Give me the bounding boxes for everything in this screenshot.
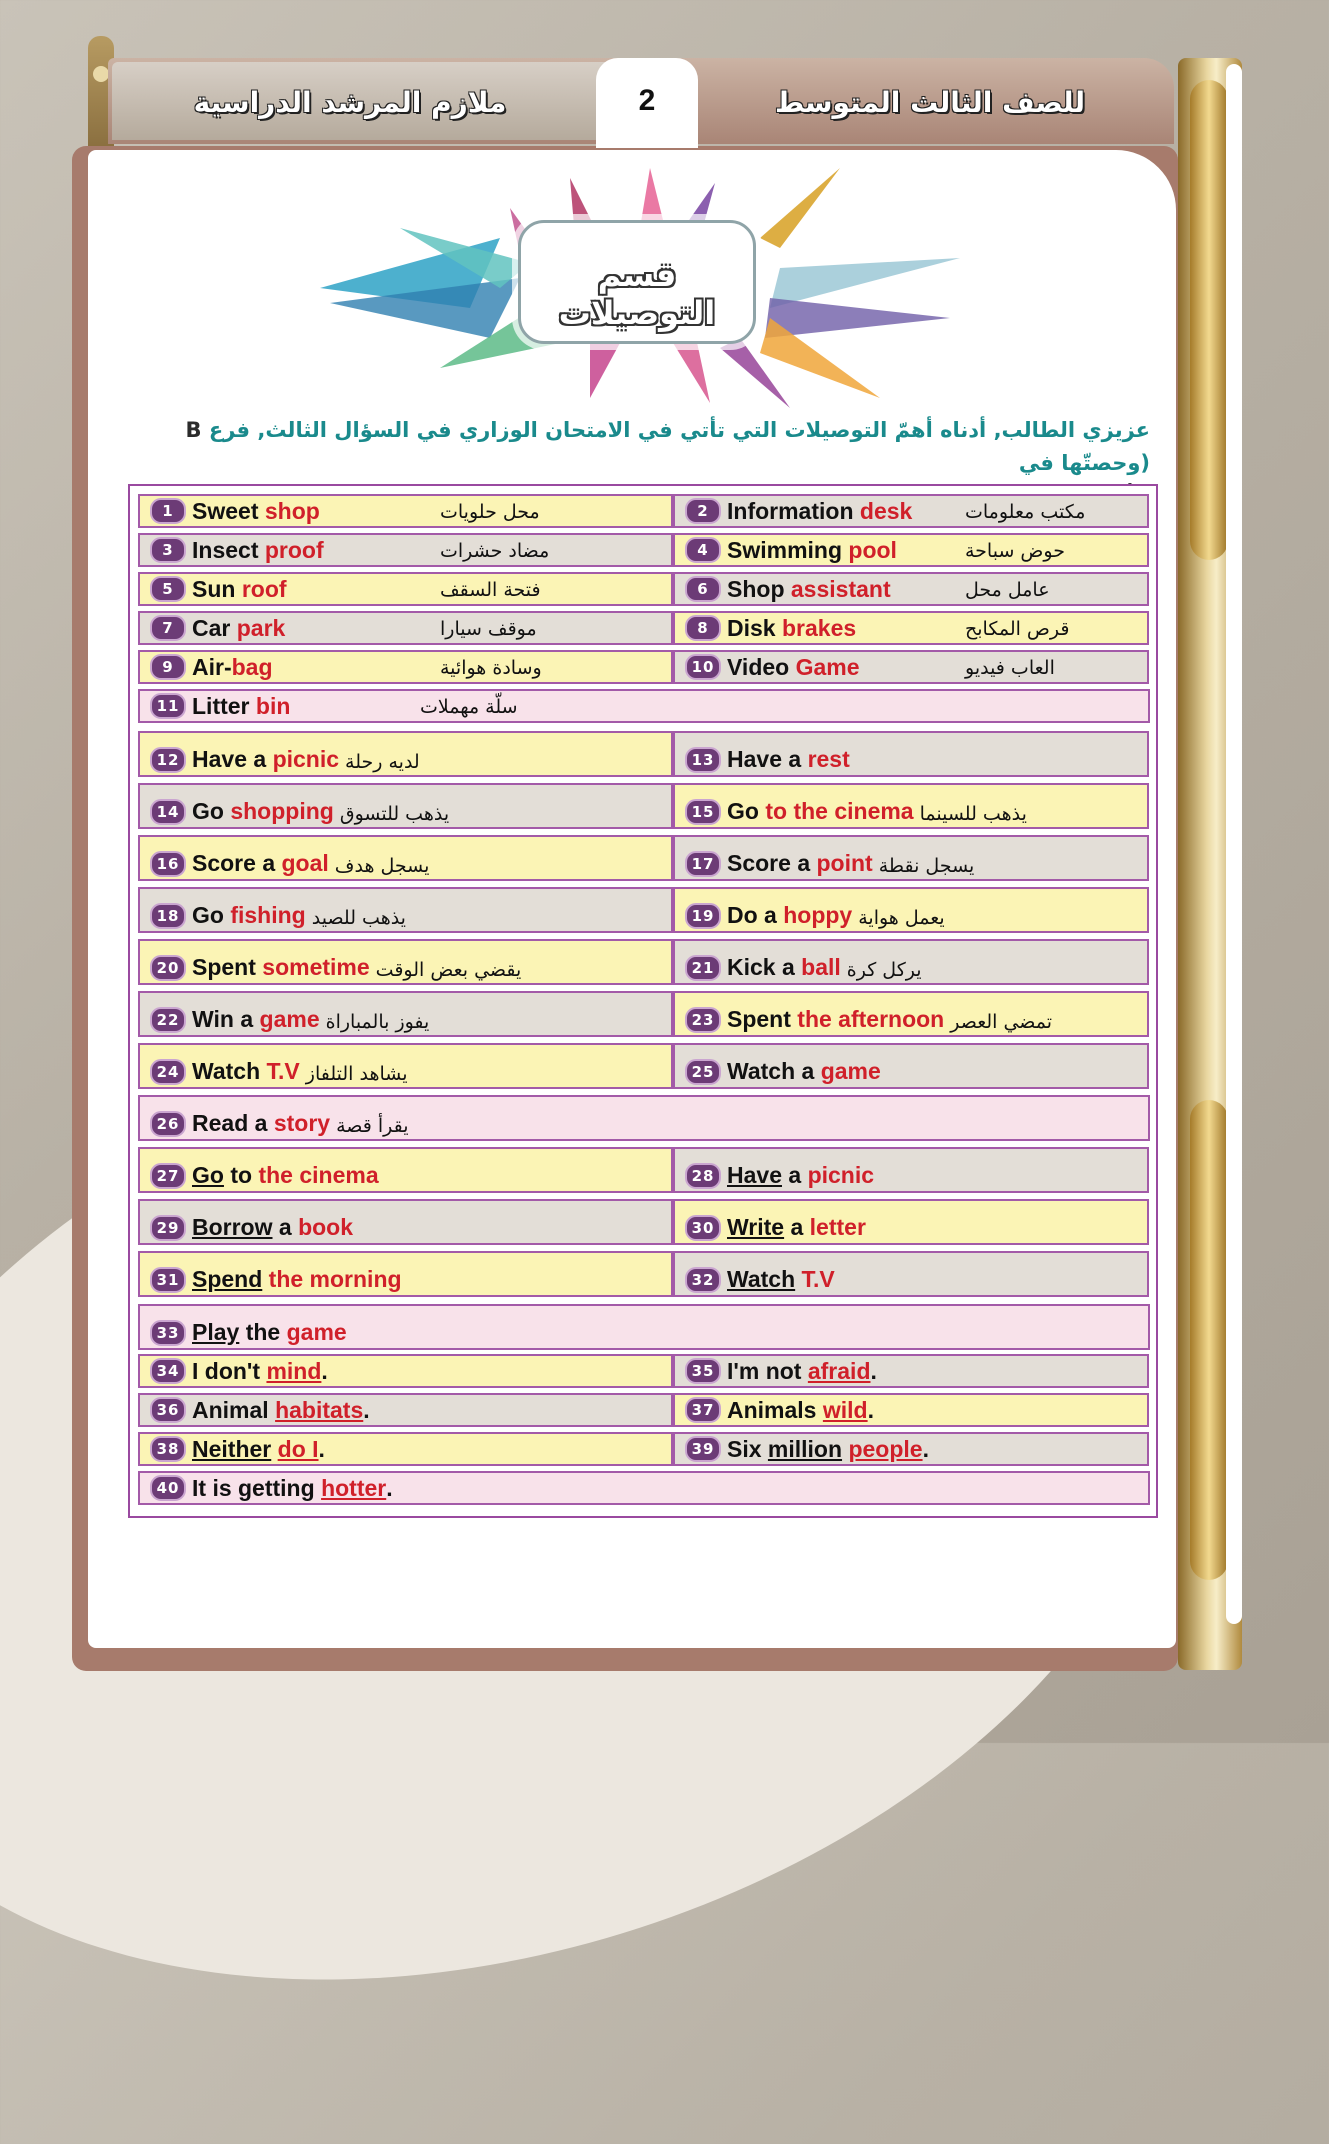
item-arabic-meaning: تمضي العصر bbox=[950, 1011, 1053, 1033]
item-arabic-meaning: مكتب معلومات bbox=[965, 501, 1086, 523]
item-keyword: the morning bbox=[268, 1266, 402, 1292]
matching-item-16 bbox=[138, 835, 673, 881]
matching-item-6 bbox=[673, 572, 1149, 606]
item-text: to bbox=[223, 1162, 259, 1188]
matching-item-3 bbox=[138, 533, 673, 567]
item-keyword: hotter bbox=[321, 1474, 387, 1501]
item-keyword: hoppy bbox=[783, 902, 853, 928]
matching-item-36 bbox=[138, 1393, 673, 1427]
matching-item-33 bbox=[138, 1304, 1150, 1350]
item-text: Have a bbox=[192, 746, 273, 772]
matching-item-32 bbox=[673, 1251, 1149, 1297]
matching-item-37 bbox=[673, 1393, 1149, 1427]
item-text: Spent bbox=[192, 954, 263, 980]
item-text: Do a bbox=[727, 902, 784, 928]
item-text: Watch bbox=[192, 1058, 267, 1084]
item-keyword: shop bbox=[264, 497, 320, 524]
item-number-badge: 28 bbox=[685, 1163, 721, 1189]
matching-item-8 bbox=[673, 611, 1149, 645]
matching-item-7 bbox=[138, 611, 673, 645]
item-arabic-meaning: يقضي بعض الوقت bbox=[375, 959, 522, 981]
item-number-badge: 4 bbox=[685, 537, 721, 563]
item-keyword: bin bbox=[255, 692, 291, 719]
item-number-badge: 35 bbox=[685, 1358, 721, 1384]
item-text: It is getting bbox=[192, 1474, 322, 1501]
item-number-badge: 10 bbox=[685, 654, 721, 680]
matching-item-25 bbox=[673, 1043, 1149, 1089]
matching-item-17 bbox=[673, 835, 1149, 881]
item-text: a bbox=[784, 1214, 810, 1240]
item-arabic-meaning: يفوز بالمباراة bbox=[325, 1011, 430, 1033]
item-number-badge: 2 bbox=[685, 498, 721, 524]
matching-item-30 bbox=[673, 1199, 1149, 1245]
item-number-badge: 11 bbox=[150, 693, 186, 719]
item-keyword: rest bbox=[807, 746, 850, 772]
item-keyword: game bbox=[286, 1319, 347, 1345]
item-number-badge: 33 bbox=[150, 1320, 186, 1346]
item-text: Information bbox=[727, 497, 860, 524]
matching-item-35 bbox=[673, 1354, 1149, 1388]
intro-line-1b: (وحصتّها في bbox=[1018, 451, 1150, 475]
item-keyword: book bbox=[298, 1214, 354, 1240]
item-text: Have a bbox=[727, 746, 808, 772]
item-keyword: afraid bbox=[807, 1357, 871, 1384]
matching-item-18 bbox=[138, 887, 673, 933]
item-text: Animals bbox=[727, 1396, 823, 1423]
matching-item-26 bbox=[138, 1095, 1150, 1141]
item-keyword: picnic bbox=[807, 1162, 875, 1188]
item-text: Sun bbox=[192, 575, 242, 602]
item-keyword: bag bbox=[231, 653, 273, 680]
matching-item-12 bbox=[138, 731, 673, 777]
item-text: Score a bbox=[727, 850, 817, 876]
item-text: Win a bbox=[192, 1006, 260, 1032]
item-number-badge: 22 bbox=[150, 1007, 186, 1033]
item-arabic-meaning: يذهب للسينما bbox=[919, 803, 1027, 825]
item-number-badge: 38 bbox=[150, 1436, 186, 1462]
item-punctuation: . bbox=[867, 1396, 874, 1423]
item-number-badge: 32 bbox=[685, 1267, 721, 1293]
item-text: Swimming bbox=[727, 536, 849, 563]
item-keyword: to the cinema bbox=[765, 798, 914, 824]
item-number-badge: 20 bbox=[150, 955, 186, 981]
item-number-badge: 5 bbox=[150, 576, 186, 602]
item-keyword: desk bbox=[859, 497, 913, 524]
item-number-badge: 7 bbox=[150, 615, 186, 641]
item-number-badge: 3 bbox=[150, 537, 186, 563]
intro-line-1: عزيزي الطالب, أدناه أهمّ التوصيلات التي تأتي في الامتحان الوزاري في السؤال الثالث, فرع bbox=[208, 418, 1150, 442]
item-keyword: people bbox=[848, 1435, 923, 1462]
gold-tab-bottom bbox=[1190, 1100, 1228, 1580]
matching-item-10 bbox=[673, 650, 1149, 684]
matching-item-40 bbox=[138, 1471, 1150, 1505]
item-number-badge: 1 bbox=[150, 498, 186, 524]
item-keyword: pool bbox=[848, 536, 897, 563]
matching-item-23 bbox=[673, 991, 1149, 1037]
item-arabic-meaning: عامل محل bbox=[965, 579, 1050, 601]
item-arabic-meaning: يذهب للتسوق bbox=[339, 803, 450, 825]
item-number-badge: 26 bbox=[150, 1111, 186, 1137]
item-keyword: Game bbox=[795, 653, 860, 680]
matching-item-1 bbox=[138, 494, 673, 528]
matching-item-29 bbox=[138, 1199, 673, 1245]
item-text: Litter bbox=[192, 692, 256, 719]
item-keyword: assistant bbox=[790, 575, 891, 602]
item-text: Disk bbox=[727, 614, 782, 641]
item-verb: Watch bbox=[727, 1266, 796, 1292]
item-keyword: story bbox=[273, 1110, 331, 1136]
item-number-badge: 37 bbox=[685, 1397, 721, 1423]
item-punctuation: . bbox=[922, 1435, 929, 1462]
item-text: a bbox=[272, 1214, 299, 1240]
item-number-badge: 25 bbox=[685, 1059, 721, 1085]
item-text: Shop bbox=[727, 575, 791, 602]
item-text: the bbox=[239, 1319, 287, 1345]
item-text: a bbox=[781, 1162, 808, 1188]
item-keyword: mind bbox=[266, 1357, 322, 1384]
matching-item-20 bbox=[138, 939, 673, 985]
item-keyword: T.V bbox=[801, 1266, 835, 1292]
matching-item-21 bbox=[673, 939, 1149, 985]
item-text: Watch a bbox=[727, 1058, 821, 1084]
item-keyword: proof bbox=[264, 536, 324, 563]
grade-title: للصف الثالث المتوسط bbox=[775, 86, 1085, 119]
item-arabic-meaning: يعمل هواية bbox=[858, 907, 945, 929]
item-keyword: shopping bbox=[230, 798, 334, 824]
item-text: Animal bbox=[192, 1396, 276, 1423]
item-number-badge: 30 bbox=[685, 1215, 721, 1241]
item-number-badge: 24 bbox=[150, 1059, 186, 1085]
matching-item-22 bbox=[138, 991, 673, 1037]
series-title: ملازم المرشد الدراسية bbox=[193, 86, 507, 119]
item-text: Go bbox=[192, 798, 231, 824]
item-text: Insect bbox=[192, 536, 265, 563]
item-arabic-meaning: محل حلويات bbox=[440, 501, 540, 523]
item-keyword: game bbox=[259, 1006, 320, 1032]
gold-tab-top bbox=[1190, 80, 1228, 560]
item-punctuation: . bbox=[321, 1357, 328, 1384]
item-arabic-meaning: يقرأ قصة bbox=[336, 1115, 409, 1137]
item-keyword: roof bbox=[241, 575, 287, 602]
item-arabic-meaning: قرص المكابح bbox=[965, 618, 1070, 640]
item-number-badge: 19 bbox=[685, 903, 721, 929]
matching-item-9 bbox=[138, 650, 673, 684]
item-underlined-word: million bbox=[767, 1435, 843, 1462]
matching-table bbox=[128, 484, 1158, 1518]
item-number-badge: 13 bbox=[685, 747, 721, 773]
item-verb: Borrow bbox=[192, 1214, 273, 1240]
item-verb: Have bbox=[727, 1162, 782, 1188]
item-keyword: ball bbox=[801, 954, 841, 980]
item-text: Air- bbox=[192, 653, 232, 680]
matching-item-31 bbox=[138, 1251, 673, 1297]
item-text: Sweet bbox=[192, 497, 265, 524]
item-verb: Write bbox=[727, 1214, 785, 1240]
item-keyword: sometime bbox=[262, 954, 370, 980]
matching-item-38 bbox=[138, 1432, 673, 1466]
item-number-badge: 15 bbox=[685, 799, 721, 825]
item-keyword: point bbox=[816, 850, 873, 876]
item-arabic-meaning: العاب فيديو bbox=[965, 657, 1055, 679]
item-verb: Neither bbox=[192, 1435, 272, 1462]
item-keyword: game bbox=[820, 1058, 881, 1084]
item-verb: Play bbox=[192, 1319, 240, 1345]
intro-branch: B bbox=[185, 418, 202, 442]
matching-item-19 bbox=[673, 887, 1149, 933]
matching-item-4 bbox=[673, 533, 1149, 567]
item-punctuation: . bbox=[870, 1357, 877, 1384]
item-arabic-meaning: يشاهد التلفاز bbox=[305, 1063, 408, 1085]
item-keyword: goal bbox=[281, 850, 329, 876]
matching-item-24 bbox=[138, 1043, 673, 1089]
item-keyword: do I bbox=[277, 1435, 319, 1462]
item-number-badge: 39 bbox=[685, 1436, 721, 1462]
item-keyword: brakes bbox=[781, 614, 857, 641]
item-number-badge: 29 bbox=[150, 1215, 186, 1241]
item-arabic-meaning: يسجل نقطة bbox=[878, 855, 975, 877]
item-text: I'm not bbox=[727, 1357, 808, 1384]
section-title: قسم التوصيلات bbox=[558, 256, 716, 332]
item-arabic-meaning: وسادة هوائية bbox=[440, 657, 542, 679]
item-verb: Go bbox=[192, 1162, 224, 1188]
matching-item-14 bbox=[138, 783, 673, 829]
item-number-badge: 16 bbox=[150, 851, 186, 877]
item-keyword: letter bbox=[809, 1214, 866, 1240]
item-keyword: park bbox=[236, 614, 286, 641]
item-text: I don't bbox=[192, 1357, 267, 1384]
item-text: Go bbox=[727, 798, 766, 824]
item-number-badge: 27 bbox=[150, 1163, 186, 1189]
item-number-badge: 8 bbox=[685, 615, 721, 641]
item-arabic-meaning: موقف سيارا bbox=[440, 618, 537, 640]
item-number-badge: 31 bbox=[150, 1267, 186, 1293]
item-keyword: fishing bbox=[230, 902, 306, 928]
item-punctuation: . bbox=[363, 1396, 370, 1423]
item-number-badge: 17 bbox=[685, 851, 721, 877]
matching-item-11 bbox=[138, 689, 1150, 723]
item-arabic-meaning: يذهب للصيد bbox=[311, 907, 406, 929]
item-number-badge: 6 bbox=[685, 576, 721, 602]
item-arabic-meaning: لديه رحلة bbox=[345, 751, 420, 773]
item-text: Kick a bbox=[727, 954, 802, 980]
item-text: Car bbox=[192, 614, 237, 641]
item-keyword: the cinema bbox=[258, 1162, 379, 1188]
item-number-badge: 12 bbox=[150, 747, 186, 773]
item-text: Spent bbox=[727, 1006, 798, 1032]
item-keyword: T.V bbox=[266, 1058, 300, 1084]
item-number-badge: 18 bbox=[150, 903, 186, 929]
item-keyword: wild bbox=[822, 1396, 868, 1423]
item-text: Go bbox=[192, 902, 231, 928]
item-punctuation: . bbox=[318, 1435, 325, 1462]
item-arabic-meaning: فتحة السقف bbox=[440, 579, 541, 601]
item-punctuation: . bbox=[386, 1474, 393, 1501]
matching-item-28 bbox=[673, 1147, 1149, 1193]
item-text: Six bbox=[727, 1435, 768, 1462]
item-keyword: the afternoon bbox=[797, 1006, 945, 1032]
item-arabic-meaning: حوض سباحة bbox=[965, 540, 1065, 562]
item-number-badge: 14 bbox=[150, 799, 186, 825]
matching-item-27 bbox=[138, 1147, 673, 1193]
item-arabic-meaning: يسجل هدف bbox=[334, 855, 430, 877]
matching-item-5 bbox=[138, 572, 673, 606]
matching-item-2 bbox=[673, 494, 1149, 528]
item-text: Video bbox=[727, 653, 796, 680]
item-number-badge: 9 bbox=[150, 654, 186, 680]
item-verb: Spend bbox=[192, 1266, 263, 1292]
item-arabic-meaning: يركل كرة bbox=[846, 959, 922, 981]
item-number-badge: 36 bbox=[150, 1397, 186, 1423]
item-number-badge: 23 bbox=[685, 1007, 721, 1033]
white-edge-strip bbox=[1226, 64, 1242, 1624]
item-arabic-meaning: سلّة مهملات bbox=[420, 696, 518, 718]
item-number-badge: 40 bbox=[150, 1475, 186, 1501]
item-number-badge: 21 bbox=[685, 955, 721, 981]
matching-item-15 bbox=[673, 783, 1149, 829]
item-text: Read a bbox=[192, 1110, 274, 1136]
item-number-badge: 34 bbox=[150, 1358, 186, 1384]
item-text: Score a bbox=[192, 850, 282, 876]
item-arabic-meaning: مضاد حشرات bbox=[440, 540, 550, 562]
page-number: 2 bbox=[638, 84, 656, 117]
item-keyword: picnic bbox=[272, 746, 340, 772]
matching-item-34 bbox=[138, 1354, 673, 1388]
item-keyword: habitats bbox=[275, 1396, 364, 1423]
matching-item-13 bbox=[673, 731, 1149, 777]
matching-item-39 bbox=[673, 1432, 1149, 1466]
